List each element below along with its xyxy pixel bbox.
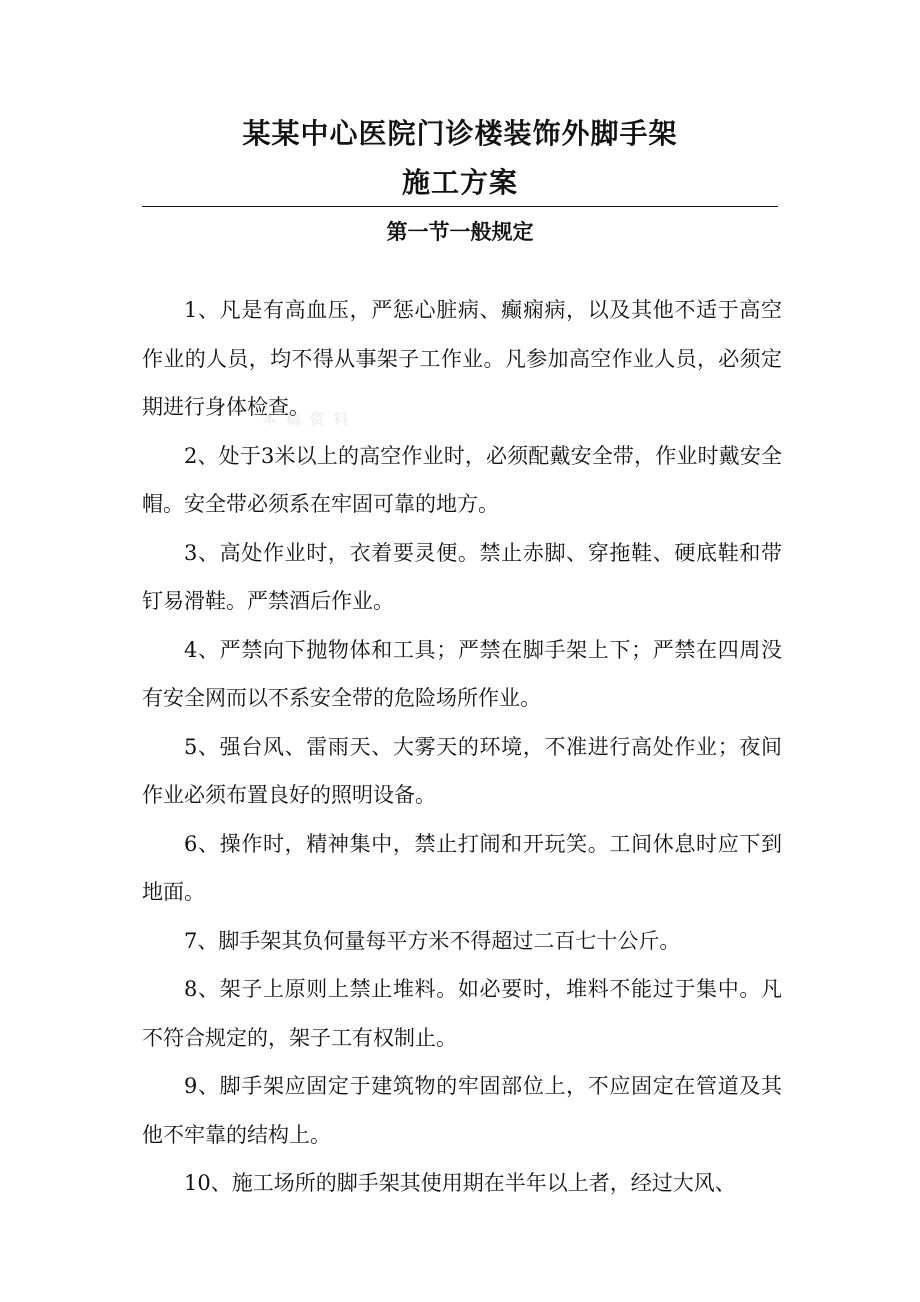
document-title-line-1: 某某中心医院门诊楼装饰外脚手架 <box>242 117 678 150</box>
paragraph-9: 9、脚手架应固定于建筑物的牢固部位上，不应固定在管道及其他不牢靠的结构上。 <box>142 1074 782 1147</box>
paragraph-2: 2、处于3米以上的高空作业时，必须配戴安全带，作业时戴安全帽。安全带必须系在牢固可靠的地方。 <box>142 443 782 516</box>
paragraph-8: 8、架子上原则上禁止堆料。如必要时，堆料不能过于集中。凡不符合规定的，架子工有权制止。 <box>142 977 782 1050</box>
watermark: 本 稿 资 料 <box>262 410 351 428</box>
paragraph-7: 7、脚手架其负何量每平方米不得超过二百七十公斤。 <box>184 928 681 953</box>
section-heading: 第一节一般规定 <box>386 219 534 244</box>
paragraph-10: 10、施工场所的脚手架其使用期在半年以上者，经过大风、 <box>184 1171 736 1195</box>
paragraph-6: 6、操作时，精神集中，禁止打闹和开玩笑。工间休息时应下到地面。 <box>142 831 782 904</box>
paragraph-5: 5、强台风、雷雨天、大雾天的环境，不准进行高处作业；夜间作业必须布置良好的照明设备。 <box>142 734 782 807</box>
paragraph-1: 1、凡是有高血压，严惩心脏病、癫痫病，以及其他不适于高空作业的人员，均不得从事架子工作业。凡参加高空作业人员，必须定期进行身体检查。 <box>142 298 782 419</box>
paragraph-3: 3、高处作业时，衣着要灵便。禁止赤脚、穿拖鞋、硬底鞋和带钉易滑鞋。严禁酒后作业。 <box>142 540 782 613</box>
document-body <box>142 286 782 1208</box>
title-divider <box>142 206 778 207</box>
document-title-line-2: 施工方案 <box>401 166 518 199</box>
paragraph-4: 4、严禁向下抛物体和工具；严禁在脚手架上下；严禁在四周没有安全网而以不系安全带的危险场所作业。 <box>142 637 782 710</box>
